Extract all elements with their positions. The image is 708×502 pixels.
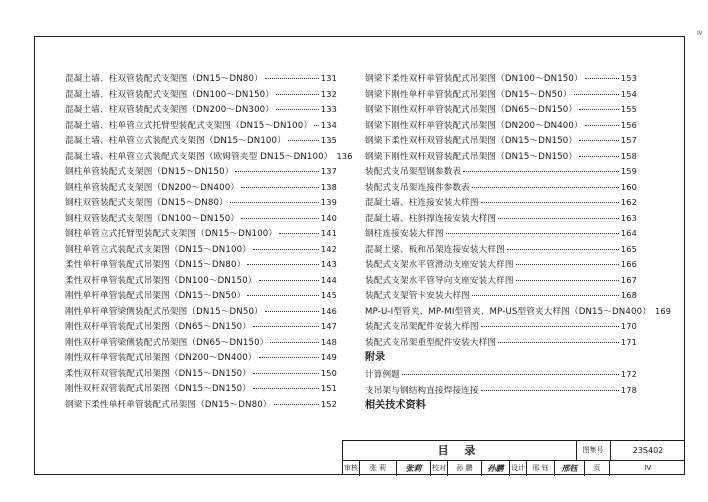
toc-leader-dots — [516, 270, 619, 281]
page-number: Ⅳ — [644, 464, 652, 472]
toc-entry-title: 钢梁下刚性双杆单管装配式吊架图（DN200～DN400） — [365, 120, 583, 131]
toc-entry-page: 133 — [320, 104, 337, 114]
toc-entry-page: 154 — [620, 88, 637, 99]
toc-entry-title: 钢梁下柔性单杆单管装配式吊架图（DN15～DN80） — [65, 399, 272, 410]
toc-leader-dots — [585, 115, 619, 126]
toc-entry-title: MP-U-Ⅰ型管夹、MP-MI型管夹、MP-US型管夹大样图（DN15～DN400） — [365, 306, 651, 317]
toc-entry-page: 148 — [320, 336, 337, 347]
toc-entry-page: 147 — [320, 321, 337, 331]
toc-entry-page: 152 — [320, 398, 337, 409]
checker-name: 孙 鹏 — [448, 460, 482, 476]
toc-leader-dots — [481, 380, 619, 391]
toc-entry-page: 132 — [320, 88, 337, 99]
toc-entry-page: 142 — [320, 243, 337, 254]
toc-leader-dots — [279, 223, 319, 234]
toc-entry-page: 163 — [620, 212, 637, 223]
toc-leader-dots — [276, 99, 319, 110]
toc-entry-title: 装配式支架管卡安装大样图 — [365, 291, 470, 301]
toc-entry-title: 钢梁下刚性双杆单管装配式吊架图（DN65～DN150） — [365, 105, 578, 115]
toc-entry-title: 刚性单杆单管梁侧装配式吊架图（DN15～DN50） — [65, 306, 263, 317]
toc-entry-title: 混凝土墙、柱双管装配式支架图（DN200～DN300） — [65, 105, 275, 115]
toc-right-entries — [365, 70, 672, 349]
toc-entry-title: 钢柱双管装配式支架图（DN100～DN150） — [65, 213, 240, 224]
toc-entry — [365, 334, 637, 350]
toc-entry-page: 166 — [620, 259, 637, 269]
toc-entry-page: 164 — [620, 228, 637, 238]
toc-entry-title: 装配式支吊架重型配件安装大样图 — [365, 337, 497, 348]
toc-leader-dots — [472, 285, 619, 296]
toc-leader-dots — [265, 301, 319, 312]
toc-entry-page: 157 — [620, 135, 637, 145]
toc-entry-page: 153 — [620, 73, 637, 83]
title-block-top-row — [343, 441, 685, 461]
toc-leader-dots — [274, 394, 319, 405]
toc-leader-dots — [472, 177, 619, 188]
toc-entry — [65, 132, 337, 148]
reviewer-signature: 张莉 — [397, 460, 431, 476]
toc-entry-page: 158 — [620, 150, 637, 161]
toc-leader-dots — [585, 68, 619, 79]
toc-entry-page: 151 — [320, 383, 337, 393]
toc-entry-page: 136 — [336, 150, 353, 161]
atlas-number-label: 图集号 — [576, 441, 611, 460]
designer-signature: 邢钰 — [555, 460, 585, 476]
toc-entry-title: 支吊架与钢结构直接焊接连接 — [365, 385, 479, 396]
toc-entry-page: 144 — [320, 274, 337, 285]
toc-entry-title: 钢柱连接安装大样图 — [365, 229, 444, 239]
toc-leader-dots — [253, 378, 319, 389]
toc-leader-dots — [507, 239, 619, 250]
toc-entry-page: 159 — [620, 166, 637, 176]
toc-entry-title: 钢柱单管装配式支架图（DN200～DN400） — [65, 182, 240, 193]
toc-leader-dots — [288, 130, 319, 141]
toc-entry-page: 139 — [320, 197, 337, 207]
toc-entry-title: 钢梁下柔性双杆双管装配式吊架图（DN15～DN150） — [365, 136, 578, 146]
title-block-sign-row — [343, 460, 685, 476]
toc-leader-dots — [276, 84, 319, 95]
toc-leader-dots — [574, 84, 619, 95]
toc-leader-dots — [446, 223, 619, 234]
toc-entry-title: 钢柱单管装配式支架图（DN15～DN150） — [65, 167, 234, 177]
toc-entry-page: 137 — [320, 166, 337, 176]
toc-entry-page: 178 — [620, 384, 637, 395]
toc-entry-page: 131 — [320, 73, 337, 83]
toc-entry-page: 155 — [620, 104, 637, 114]
toc-entry-page: 138 — [320, 181, 337, 192]
toc-entry-page: 160 — [620, 181, 637, 192]
toc-entry-title: 混凝土墙、柱单管立式装配式支架图（DN15～DN100） — [65, 136, 286, 146]
toc-entry — [65, 396, 337, 412]
toc-entry-title: 计算例题 — [365, 370, 400, 380]
toc-entry-page: 140 — [320, 212, 337, 223]
related-heading: 相关技术资料 — [365, 400, 426, 411]
check-label: 校对 — [431, 460, 448, 476]
toc-entry-title: 刚性双杆单管装配式吊架图（DN65～DN150） — [65, 322, 251, 332]
toc-leader-dots — [402, 364, 619, 375]
toc-leader-dots — [498, 332, 619, 343]
toc-entry-title: 装配式支架水平管滑动支座安装大样图 — [365, 260, 514, 270]
toc-leader-dots — [253, 363, 319, 374]
toc-leader-dots — [314, 115, 319, 126]
toc-leader-dots — [481, 316, 619, 327]
toc-entry-title: 柔性双杆双管装配式吊架图（DN15～DN150） — [65, 368, 251, 379]
toc-leader-dots — [516, 254, 619, 265]
corner-mark: Ⅳ — [697, 30, 703, 37]
toc-entry-page: 141 — [320, 228, 337, 238]
toc-entry-page: 162 — [620, 197, 637, 207]
page-label: 页 — [585, 460, 610, 476]
toc-entry-page: 168 — [620, 290, 637, 300]
toc-entry-page: 170 — [620, 321, 637, 331]
toc-leader-dots — [241, 177, 319, 188]
toc-leader-dots — [481, 192, 619, 203]
appendix-heading: 附录 — [365, 352, 386, 363]
toc-entry-page: 146 — [320, 305, 337, 316]
toc-entry-page: 167 — [620, 274, 637, 285]
toc-leader-dots — [230, 192, 319, 203]
toc-leader-dots — [265, 68, 319, 79]
toc-entry-title: 装配式支吊架连接件参数表 — [365, 182, 470, 193]
toc-entry-title: 混凝土墙、柱双管装配式支架图（DN15～DN80） — [65, 74, 263, 84]
toc-entry-page: 134 — [320, 119, 337, 130]
toc-right-column — [365, 70, 672, 414]
toc-entry-page: 165 — [620, 243, 637, 254]
toc-entry-title: 柔性单杆单管装配式吊架图（DN15～DN80） — [65, 260, 246, 270]
toc-entry-page: 172 — [620, 369, 637, 379]
toc-entry-title: 装配式支吊架配件安装大样图 — [365, 322, 479, 332]
toc-entry — [365, 382, 637, 398]
title-block — [342, 440, 685, 475]
toc-entry-title: 装配式支吊架型钢参数表 — [365, 167, 462, 177]
toc-entry-title: 钢柱单管立式装配式支架图（DN15～DN100） — [65, 244, 251, 255]
sheet-title: 目 录 — [343, 441, 577, 460]
toc-entry-title: 装配式支架水平管导向支座安装大样图 — [365, 275, 514, 286]
toc-entry-page: 169 — [654, 305, 672, 316]
toc-entry-page: 135 — [320, 135, 337, 145]
toc-entry-title: 钢梁下柔性双杆单管装配式吊架图（DN100～DN150） — [365, 74, 583, 84]
toc-entry-title: 钢梁下刚性双杆双管装配式吊架图（DN15～DN150） — [365, 151, 578, 162]
toc-leader-dots — [259, 347, 319, 358]
toc-entry-title: 混凝土墙、柱斜撑连接安装大样图 — [365, 213, 497, 224]
toc-entry-page: 149 — [320, 352, 337, 362]
toc-left-column — [65, 70, 353, 411]
toc-entry-title: 混凝土墙、柱单管立式托臂型装配式支架图（DN15～DN100） — [65, 120, 313, 131]
design-label: 设计 — [510, 460, 527, 476]
toc-entry-title: 刚性双杆单管梁侧装配式吊架图（DN65～DN150） — [65, 337, 269, 348]
toc-entry-page: 145 — [320, 290, 337, 300]
toc-leader-dots — [498, 208, 619, 219]
toc-leader-dots — [463, 161, 619, 172]
reviewer-name: 张 莉 — [360, 460, 397, 476]
toc-entry-title: 混凝土墙、柱连接安装大样图 — [365, 198, 479, 208]
toc-leader-dots — [253, 239, 319, 250]
toc-leader-dots — [259, 270, 319, 281]
review-label: 审核 — [343, 460, 360, 476]
toc-leader-dots — [579, 130, 619, 141]
toc-leader-dots — [235, 161, 318, 172]
toc-entry-page: 156 — [620, 119, 637, 130]
toc-entry-title: 刚性单杆单管装配式吊架图（DN15～DN50） — [65, 291, 246, 301]
toc-leader-dots — [579, 99, 619, 110]
toc-entry-title: 钢柱双管装配式支架图（DN15～DN80） — [65, 198, 228, 208]
toc-entry — [365, 287, 637, 303]
toc-entry-title: 柔性双杆单管装配式吊架图（DN100～DN150） — [65, 275, 257, 286]
toc-leader-dots — [247, 285, 319, 296]
toc-entry-page: 143 — [320, 259, 337, 269]
toc-entry-title: 钢柱单管立式托臂型装配式支架图（DN15～DN100） — [65, 229, 278, 239]
appendix-entries — [365, 366, 637, 397]
toc-entry-page: 171 — [620, 336, 637, 347]
toc-leader-dots — [270, 332, 318, 343]
atlas-number: 23S402 — [632, 446, 664, 455]
toc-leader-dots — [253, 316, 319, 327]
designer-name: 邢 钰 — [527, 460, 555, 476]
toc-entry-title: 混凝土墙、柱双管装配式支架图（DN100～DN150） — [65, 89, 275, 100]
toc-entry-title: 钢梁下刚性单杆单管装配式吊架图（DN15～DN50） — [365, 89, 572, 100]
toc-leader-dots — [241, 208, 319, 219]
checker-signature: 孙鹏 — [482, 460, 510, 476]
toc-entry-page: 150 — [320, 367, 337, 378]
toc-leader-dots — [579, 146, 619, 157]
toc-entry-title: 混凝土墙、柱单管立式装配式支架图（欧姆管夹型 DN15～DN100） — [65, 151, 333, 162]
toc-entry-title: 刚性双杆双管装配式吊架图（DN15～DN150） — [65, 384, 251, 394]
toc-leader-dots — [247, 254, 319, 265]
toc-entry-title: 刚性双杆单管装配式吊架图（DN200～DN400） — [65, 353, 257, 363]
toc-entry-title: 混凝土梁、板和吊架连接安装大样图 — [365, 244, 505, 255]
toc-entry — [65, 101, 337, 117]
